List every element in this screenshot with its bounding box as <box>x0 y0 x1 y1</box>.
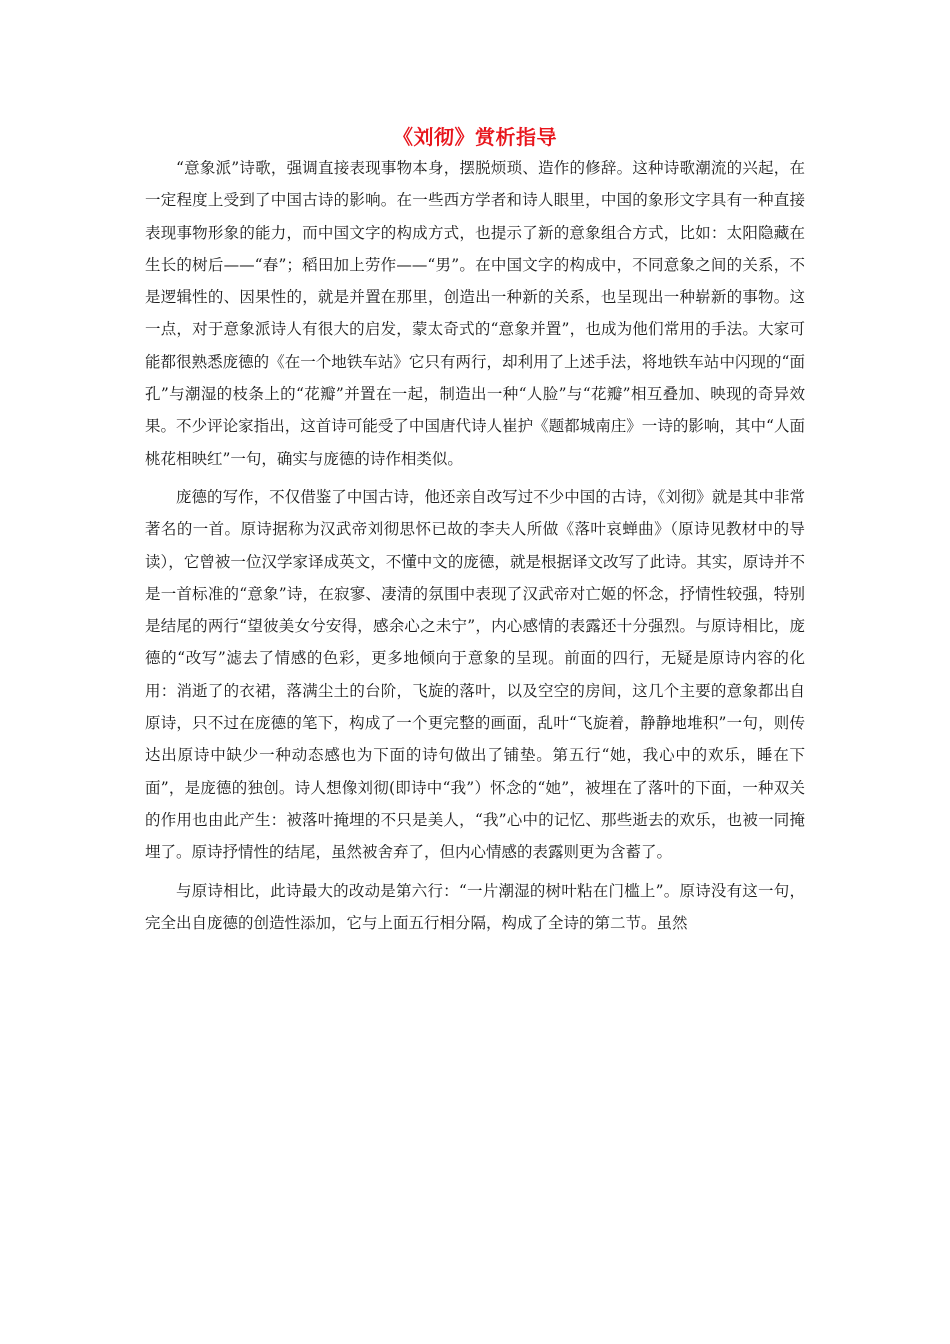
document-body <box>145 122 805 939</box>
paragraph-3: 与原诗相比，此诗最大的改动是第六行：“一片潮湿的树叶粘在门槛上”。原诗没有这一句，完全出自庞德的创造性添加，它与上面五行相分隔，构成了全诗的第二节。虽然 <box>145 881 805 932</box>
paragraph-2: 庞德的写作，不仅借鉴了中国古诗，他还亲自改写过不少中国的古诗，《刘彻》就是其中非常著名的一首。原诗据称为汉武帝刘彻思怀已故的李夫人所做《落叶哀蝉曲》（原诗见教材中的导读），它曾被一位汉学家译成英文，不懂中文的庞德，就是根据译文改写了此诗。其实，原诗并不是一首标准的“意象”诗，在寂寥、凄清的氛围中表现了汉武帝对亡姬的怀念，抒情性较强，特别是结尾的两行“望彼美女兮安得，感余心之未宁”，内心感情的表露还十分强烈。与原诗相比，庞德的“改写”滤去了情感的色彩，更多地倾向于意象的呈现。前面的四行，无疑是原诗内容的化用：消逝了的衣裙，落满尘土的台阶，飞旋的落叶，以及空空的房间，这几个主要的意象都出自原诗，只不过在庞德的笔下，构成了一个更完整的画面，乱叶“飞旋着，静静地堆积”一句，则传达出原诗中缺少一种动态感也为下面的诗句做出了铺垫。第五行“她，我心中的欢乐，睡在下面”，是庞德的独创。诗人想像刘彻(即诗中“我”）怀念的“她”，被埋在了落叶的下面，一种双关的作用也由此产生：被落叶掩埋的不只是美人，“我”心中的记忆、那些逝去的欢乐，也被一同掩埋了。原诗抒情性的结尾，虽然被舍弃了，但内心情感的表露则更为含蓄了。 <box>145 487 805 862</box>
document-title: 《刘彻》赏析指导 <box>393 125 557 149</box>
paragraph-1: “意象派”诗歌，强调直接表现事物本身，摆脱烦琐、造作的修辞。这种诗歌潮流的兴起，在一定程度上受到了中国古诗的影响。在一些西方学者和诗人眼里，中国的象形文字具有一种直接表现事物形象的能力，而中国文字的构成方式，也提示了新的意象组合方式，比如：太阳隐藏在生长的树后——“春”；稻田加上劳作——“男”。在中国文字的构成中，不同意象之间的关系，不是逻辑性的、因果性的，就是并置在那里，创造出一种新的关系，也呈现出一种崭新的事物。这一点，对于意象派诗人有很大的启发，蒙太奇式的“意象并置”，也成为他们常用的手法。大家可能都很熟悉庞德的《在一个地铁车站》它只有两行，却利用了上述手法，将地铁车站中闪现的“面孔”与潮湿的枝条上的“花瓣”并置在一起，制造出一种“人脸”与“花瓣”相互叠加、映现的奇异效果。不少评论家指出，这首诗可能受了中国唐代诗人崔护《题都城南庄》一诗的影响，其中“人面桃花相映红”一句，确实与庞德的诗作相类似。 <box>145 159 805 468</box>
